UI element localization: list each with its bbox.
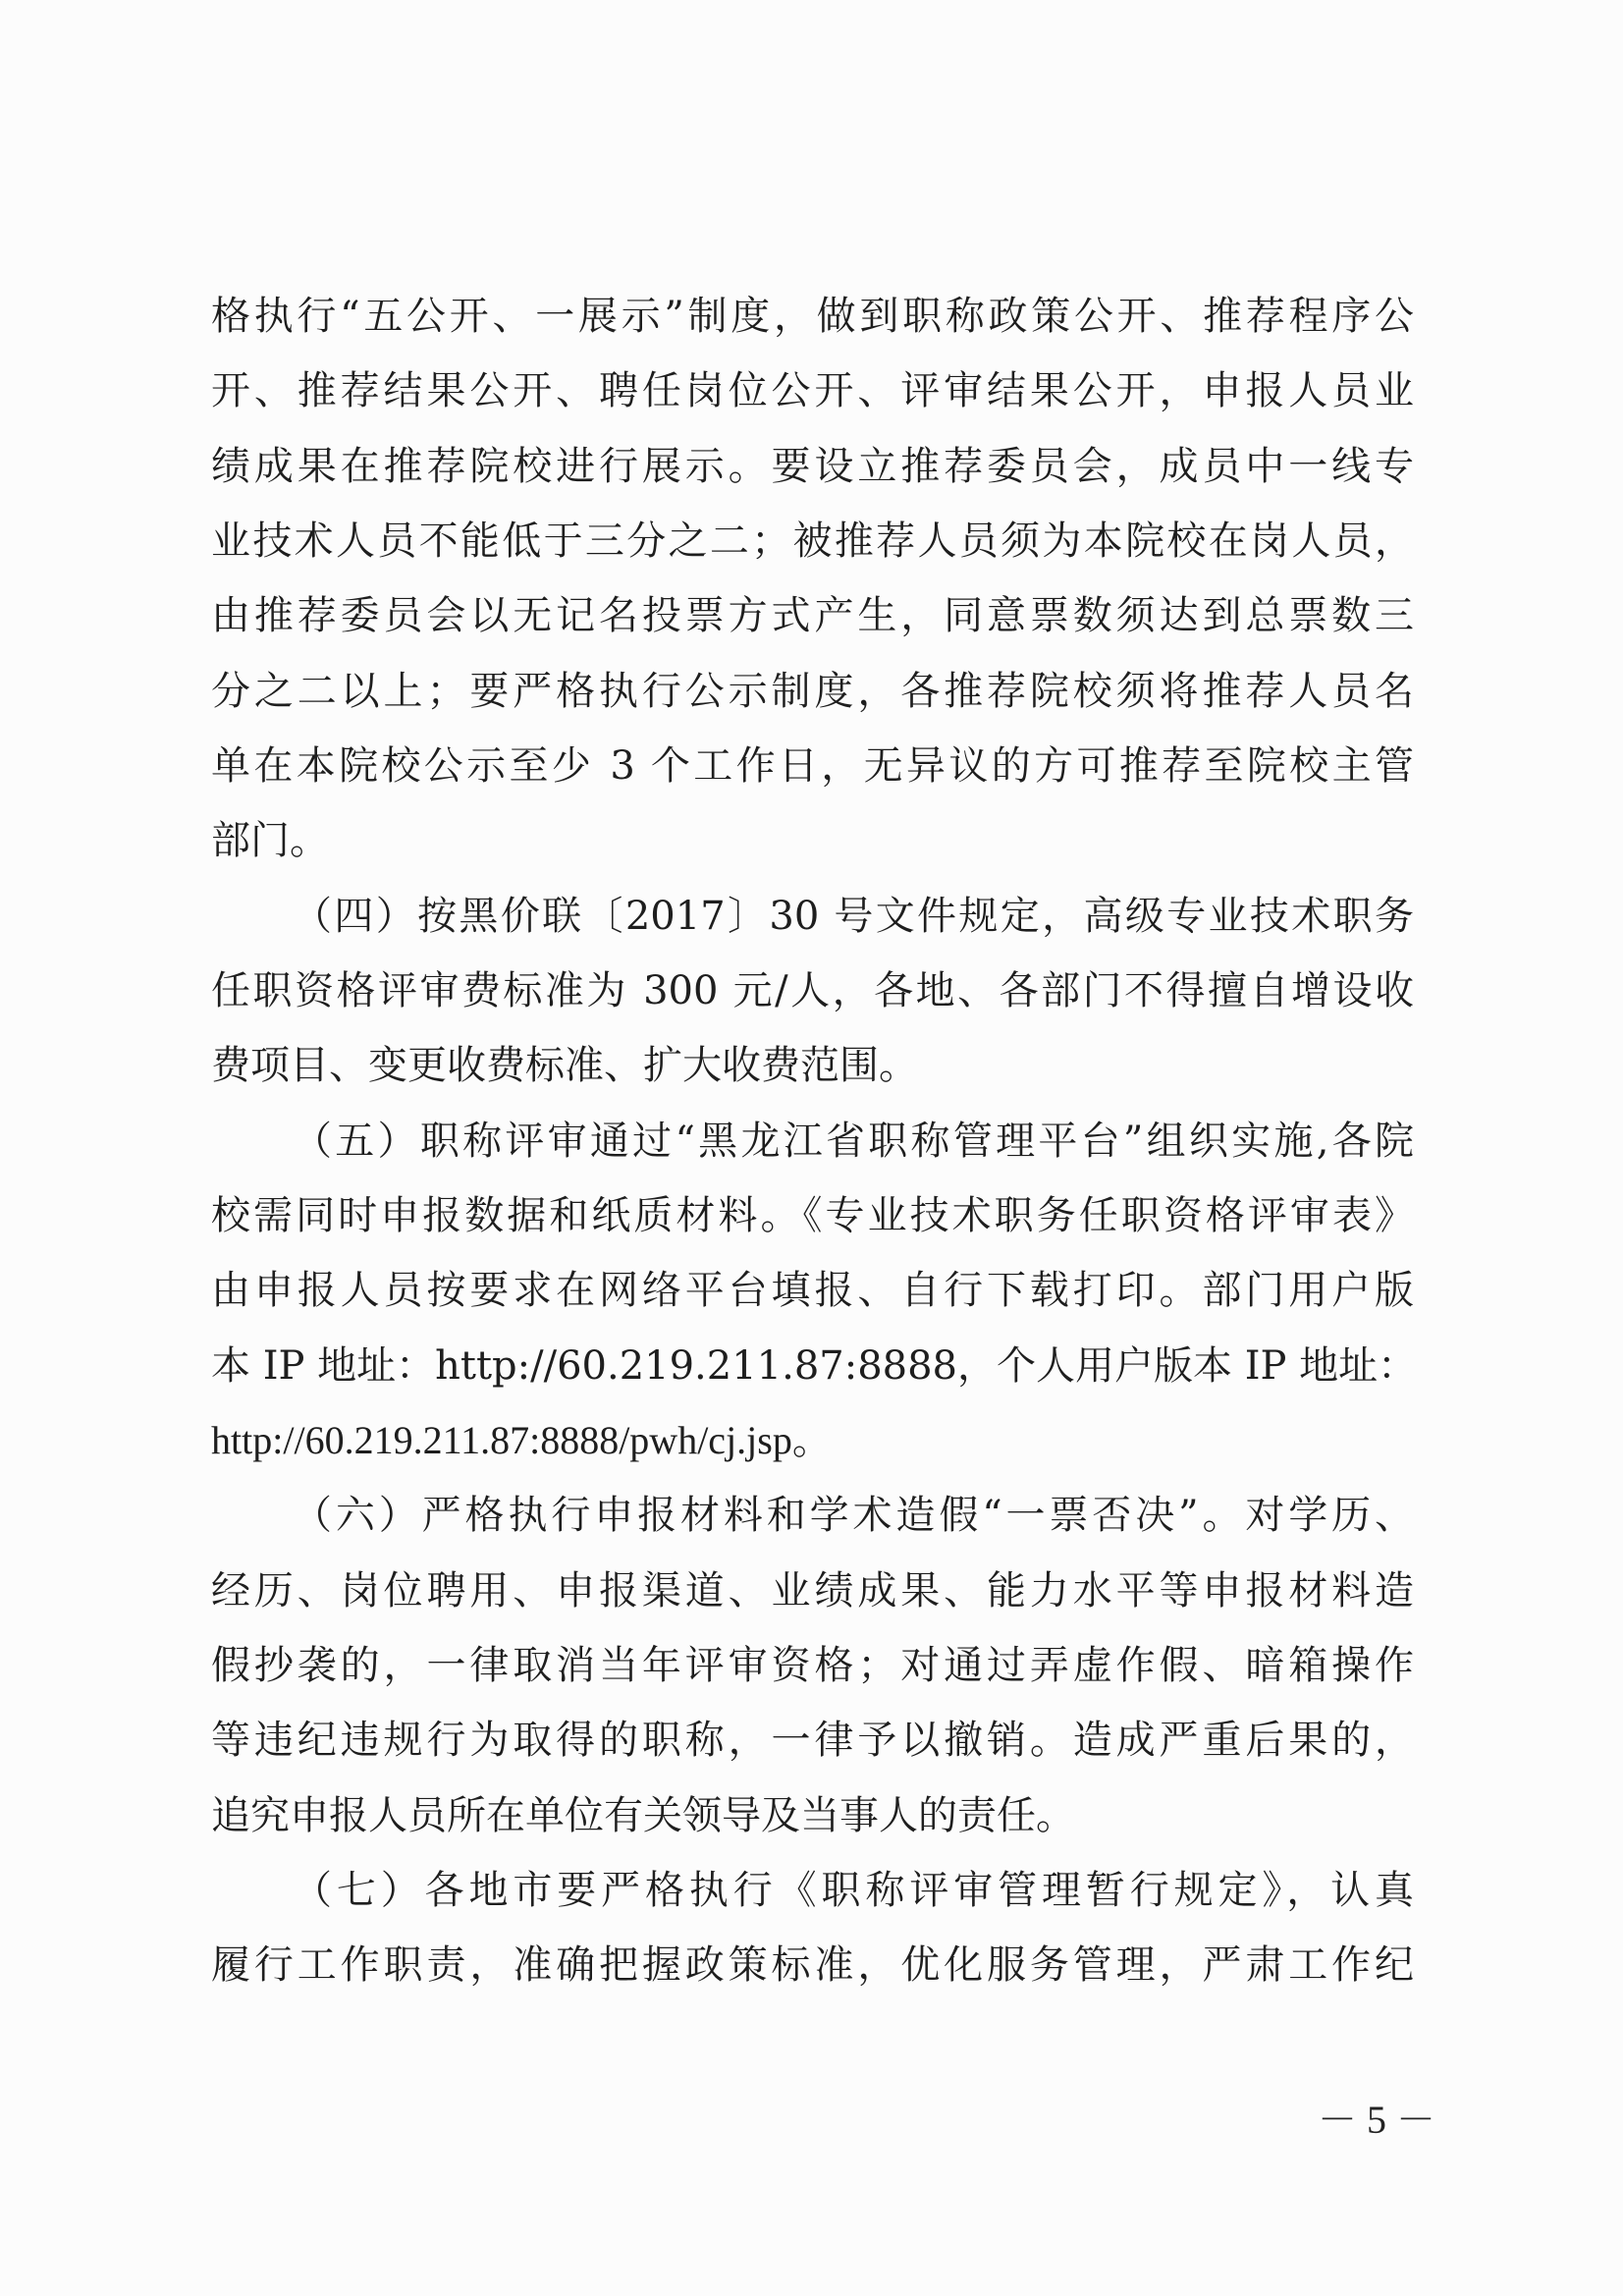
body-text-line: 开、推荐结果公开、聘任岗位公开、评审结果公开，申报人员业: [211, 368, 1414, 413]
body-text-line: 履行工作职责，准确把握政策标准，优化服务管理，严肃工作纪: [211, 1942, 1414, 1988]
body-text-line: 由推荐委员会以无记名投票方式产生，同意票数须达到总票数三: [211, 593, 1414, 638]
section-six-heading-line: （六）严格执行申报材料和学术造假“一票否决”。对学历、: [293, 1493, 1414, 1538]
body-text-line: 由申报人员按要求在网络平台填报、自行下载打印。部门用户版: [211, 1268, 1414, 1313]
page-number: － 5 －: [1318, 2098, 1435, 2142]
body-text-line: 分之二以上；要严格执行公示制度，各推荐院校须将推荐人员名: [211, 669, 1414, 714]
body-text-line: 等违纪违规行为取得的职称，一律予以撤销。造成严重后果的，: [211, 1718, 1414, 1763]
body-text-line: 校需同时申报数据和纸质材料。《专业技术职务任职资格评审表》: [211, 1193, 1414, 1238]
section-five-heading-line: （五）职称评审通过“黑龙江省职称管理平台”组织实施,各院: [293, 1119, 1414, 1164]
body-text-line: 假抄袭的，一律取消当年评审资格；对通过弄虚作假、暗箱操作: [211, 1643, 1414, 1688]
body-text-line: 单在本院校公示至少 3 个工作日，无异议的方可推荐至院校主管: [211, 743, 1414, 789]
body-text-line: 追究申报人员所在单位有关领导及当事人的责任。: [211, 1793, 1075, 1838]
section-seven-heading-line: （七）各地市要严格执行《职称评审管理暂行规定》，认真: [293, 1868, 1414, 1913]
body-text-line-with-url: 本 IP 地址：http://60.219.211.87:8888，个人用户版本 IP 地址：: [211, 1343, 1418, 1389]
body-text-line: 绩成果在推荐院校进行展示。要设立推荐委员会，成员中一线专: [211, 444, 1414, 489]
body-text-line: 任职资格评审费标准为 300 元/人，各地、各部门不得擅自增设收: [211, 968, 1414, 1013]
body-text-line: 部门。: [211, 818, 329, 863]
body-text-line: 业技术人员不能低于三分之二；被推荐人员须为本院校在岗人员，: [211, 519, 1414, 564]
url-line: http://60.219.211.87:8888/pwh/cj.jsp。: [211, 1418, 832, 1462]
section-four-heading-line: （四）按黑价联〔2017〕30 号文件规定，高级专业技术职务: [293, 894, 1414, 939]
body-text-line: 经历、岗位聘用、申报渠道、业绩成果、能力水平等申报材料造: [211, 1568, 1414, 1613]
body-text-line: 费项目、变更收费标准、扩大收费范围。: [211, 1043, 918, 1088]
body-text-line: 格执行“五公开、一展示”制度，做到职称政策公开、推荐程序公: [211, 294, 1414, 339]
